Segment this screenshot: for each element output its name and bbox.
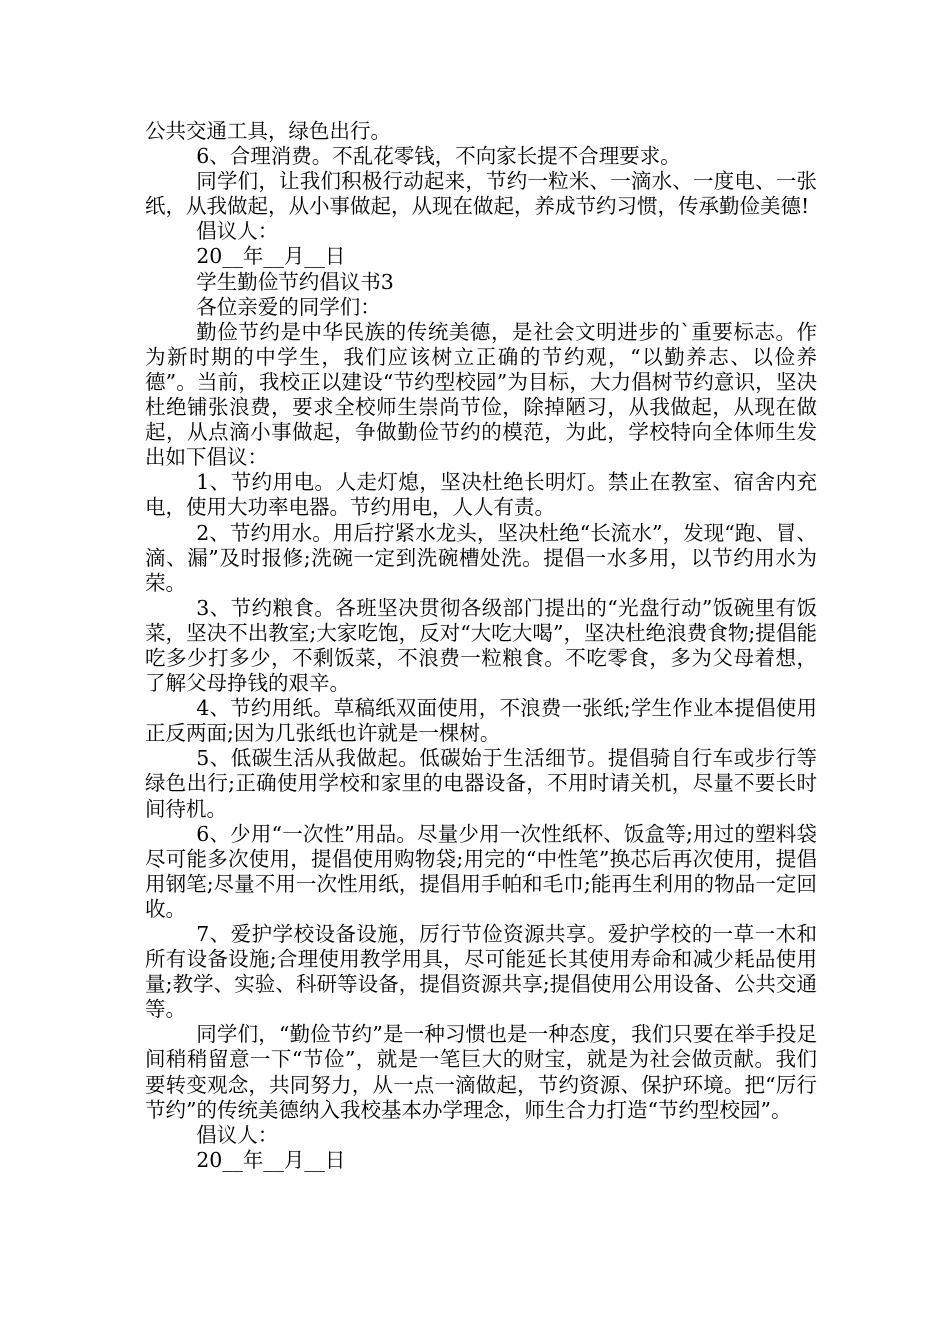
- paragraph-item-5-low-carbon: 5、低碳生活从我做起。低碳始于生活细节。提倡骑自行车或步行等绿色出行;正确使用学校和家里的电器设备，不用时请关机，尽量不要长时间待机。: [145, 746, 817, 821]
- paragraph-conclusion: 同学们，“勤俭节约”是一种习惯也是一种态度，我们只要在举手投足间稍稍留意一下“节俭”，就是一笔巨大的财宝，就是为社会做贡献。我们要转变观念，共同努力，从一点一滴做起，节约资源、保护环境。把“厉行节约”的传统美德纳入我校基本办学理念，师生合力打造“节约型校园”。: [145, 1022, 817, 1122]
- paragraph-initiator-label-2: 倡议人：: [196, 1122, 279, 1147]
- section-title: 学生勤俭节约倡议书3: [196, 269, 394, 294]
- paragraph-closing-call: 同学们，让我们积极行动起来，节约一粒米、一滴水、一度电、一张纸，从我做起，从小事做起，从现在做起，养成节约习惯，传承勤俭美德!: [145, 169, 817, 219]
- paragraph-salutation: 各位亲爱的同学们：: [196, 294, 381, 319]
- paragraph-date-line: 20__年__月__日: [196, 244, 346, 269]
- paragraph-intro: 勤俭节约是中华民族的传统美德，是社会文明进步的`重要标志。作为新时期的中学生，我们应该树立正确的节约观，“以勤养志、以俭养德”。当前，我校正以建设“节约型校园”为目标，大力倡树节约意识，坚决杜绝铺张浪费，要求全校师生崇尚节俭，除掉陋习，从我做起，从现在做起，从点滴小事做起，争做勤俭节约的模范，为此，学校特向全体师生发出如下倡议：: [145, 319, 817, 470]
- paragraph-item-6-disposables: 6、少用“一次性”用品。尽量少用一次性纸杯、饭盒等;用过的塑料袋尽可能多次使用，提倡使用购物袋;用完的“中性笔”换芯后再次使用，提倡用钢笔;尽量不用一次性用纸，提倡用手帕和毛巾;能再生利用的物品一定回收。: [145, 821, 817, 921]
- document-page: [145, 119, 817, 1173]
- paragraph-item-2-water: 2、节约用水。用后拧紧水龙头，坚决杜绝“长流水”，发现“跑、冒、滴、漏”及时报修;洗碗一定到洗碗槽处洗。提倡一水多用，以节约用水为荣。: [145, 520, 817, 595]
- paragraph-initiator-label: 倡议人：: [196, 219, 279, 244]
- paragraph-item-6-consumption: 6、合理消费。不乱花零钱，不向家长提不合理要求。: [196, 144, 681, 169]
- paragraph-item-7-facilities: 7、爱护学校设备设施，厉行节俭资源共享。爱护学校的一草一木和所有设备设施;合理使用教学用具，尽可能延长其使用寿命和减少耗品使用量;教学、实验、科研等设备，提倡资源共享;提倡使用公用设备、公共交通等。: [145, 922, 817, 1022]
- paragraph-date-line-2: 20__年__月__日: [196, 1147, 346, 1172]
- paragraph-item-4-paper: 4、节约用纸。草稿纸双面使用，不浪费一张纸;学生作业本提倡使用正反两面;因为几张纸也许就是一棵树。: [145, 696, 817, 746]
- paragraph-continuation: 公共交通工具，绿色出行。: [145, 119, 391, 143]
- paragraph-item-1-electricity: 1、节约用电。人走灯熄，坚决杜绝长明灯。禁止在教室、宿舍内充电，使用大功率电器。节约用电，人人有责。: [145, 470, 817, 520]
- paragraph-item-3-food: 3、节约粮食。各班坚决贯彻各级部门提出的“光盘行动”饭碗里有饭菜，坚决不出教室;大家吃饱，反对“大吃大喝”，坚决杜绝浪费食物;提倡能吃多少打多少，不剩饭菜，不浪费一粒粮食。不吃零食，多为父母着想，了解父母挣钱的艰辛。: [145, 595, 817, 696]
